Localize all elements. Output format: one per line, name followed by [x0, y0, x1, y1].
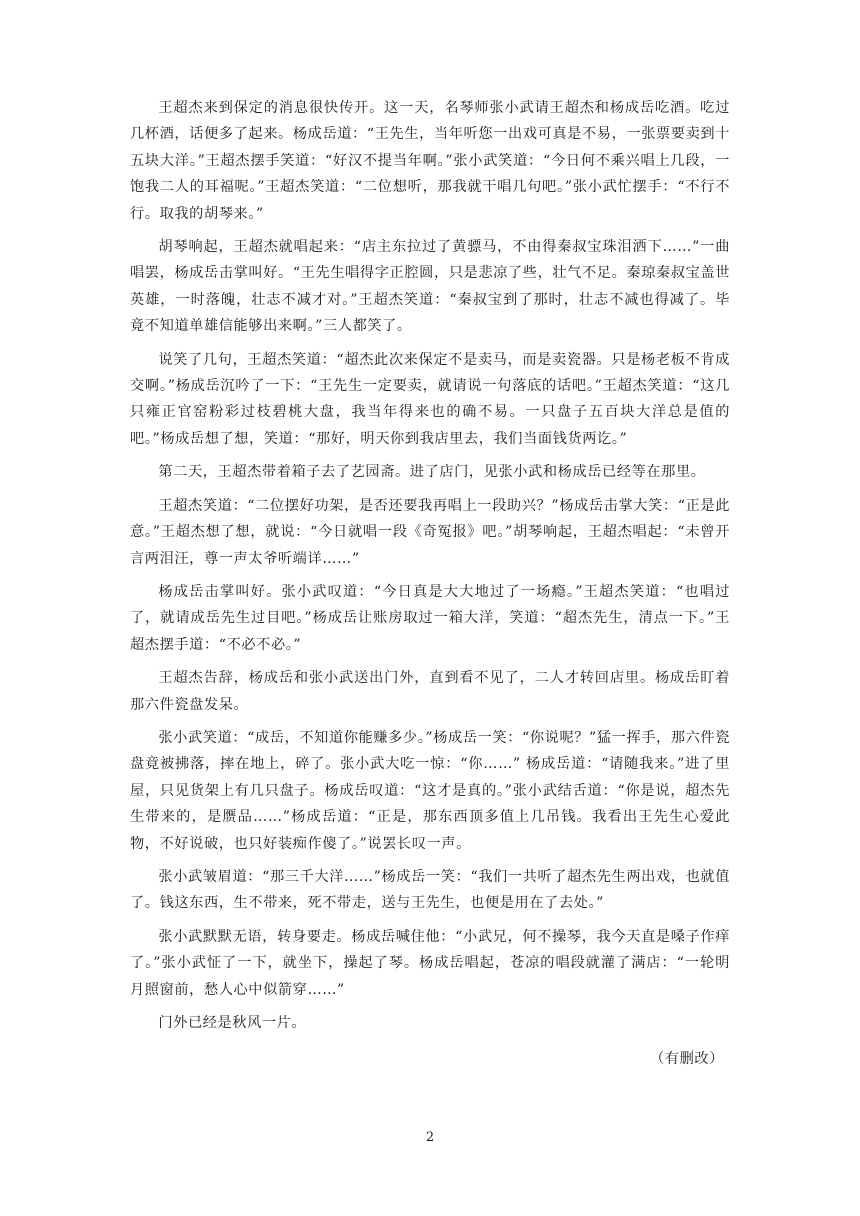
- paragraph: 胡琴响起，王超杰就唱起来：“店主东拉过了黄骠马，不由得秦叔宝珠泪洒下……”一曲唱罢，杨成岳击掌叫好。“王先生唱得字正腔圆，只是悲凉了些，壮气不足。秦琼秦叔宝盖世英雄，一时落魄，壮志不减才对。”王超杰笑道：“秦叔宝到了那时，壮志不减也得减了。毕竟不知道单雄信能够出来啊。”三人都笑了。: [130, 239, 730, 335]
- page-number: 2: [425, 1130, 435, 1145]
- paragraph: 王超杰告辞，杨成岳和张小武送出门外，直到看不见了，二人才转回店里。杨成岳盯着那六件瓷盘发呆。: [130, 670, 730, 713]
- paragraph: 张小武笑道：“成岳，不知道你能赚多少。”杨成岳一笑：“你说呢？”猛一挥手，那六件瓷盘竟被拂落，摔在地上，碎了。张小武大吃一惊：“你……” 杨成岳道：“请随我来。”进了里屋，只见货架上有几只盘子。杨成岳叹道：“这才是真的。”张小武结舌道：“你是说，超杰先生带来的，是赝品……”杨成岳道：“正是，那东西顶多值上几吊钱。我看出王先生心爱此物，不好说破，也只好装痴作傻了。”说罢长叹一声。: [130, 729, 730, 852]
- paragraph: 张小武皱眉道：“那三千大洋……”杨成岳一笑：“我们一共听了超杰先生两出戏，也就值了。钱这东西，生不带来，死不带走，送与王先生，也便是用在了去处。”: [130, 868, 730, 912]
- paragraph: 王超杰笑道：“二位摆好功架，是否还要我再唱上一段助兴？”杨成岳击掌大笑：“正是此意。”王超杰想了想，就说：“今日就唱一段《奇冤报》吧。”胡琴响起，王超杰唱起：“未曾开言两泪汪，尊一声太爷听端详……”: [130, 497, 730, 567]
- paragraph: 门外已经是秋风一片。: [158, 1015, 307, 1031]
- document-body: [130, 95, 730, 1072]
- paragraph: 第二天，王超杰带着箱子去了艺园斋。进了店门，见张小武和杨成岳已经等在那里。: [158, 464, 706, 481]
- paragraph: 张小武默默无语，转身要走。杨成岳喊住他：“小武兄，何不操琴，我今天直是嗓子作痒了。”张小武怔了一下，就坐下，操起了琴。杨成岳唱起，苍凉的唱段就灌了满店：“一轮明月照窗前，愁人心中似箭穿……”: [130, 928, 730, 998]
- source-note: （有删改）: [650, 1051, 724, 1068]
- paragraph: 说笑了几句，王超杰笑道：“超杰此次来保定不是卖马，而是卖瓷器。只是杨老板不肯成交啊。”杨成岳沉吟了一下：“王先生一定要卖，就请说一句落底的话吧。”王超杰笑道：“这几只雍正官窑粉彩过枝碧桃大盘，我当年得来也的确不易。一只盘子五百块大洋总是值的吧。”杨成岳想了想，笑道：“那好，明天你到我店里去，我们当面钱货两讫。”: [130, 351, 730, 447]
- paragraph: 杨成岳击掌叫好。张小武叹道：“今日真是大大地过了一场瘾。”王超杰笑道：“也唱过了，就请成岳先生过目吧。”杨成岳让账房取过一箱大洋，笑道：“超杰先生，清点一下。”王超杰摆手道：“不必不必。”: [130, 583, 730, 653]
- paragraph: 王超杰来到保定的消息很快传开。这一天，名琴师张小武请王超杰和杨成岳吃酒。吃过几杯酒，话便多了起来。杨成岳道：“王先生，当年听您一出戏可真是不易，一张票要卖到十五块大洋。”王超杰摆手笑道：“好汉不提当年啊。”张小武笑道：“今日何不乘兴唱上几段，一饱我二人的耳福呢。”王超杰笑道：“二位想听，那我就干唱几句吧。”张小武忙摆手：“不行不行。取我的胡琴来。”: [130, 100, 730, 222]
